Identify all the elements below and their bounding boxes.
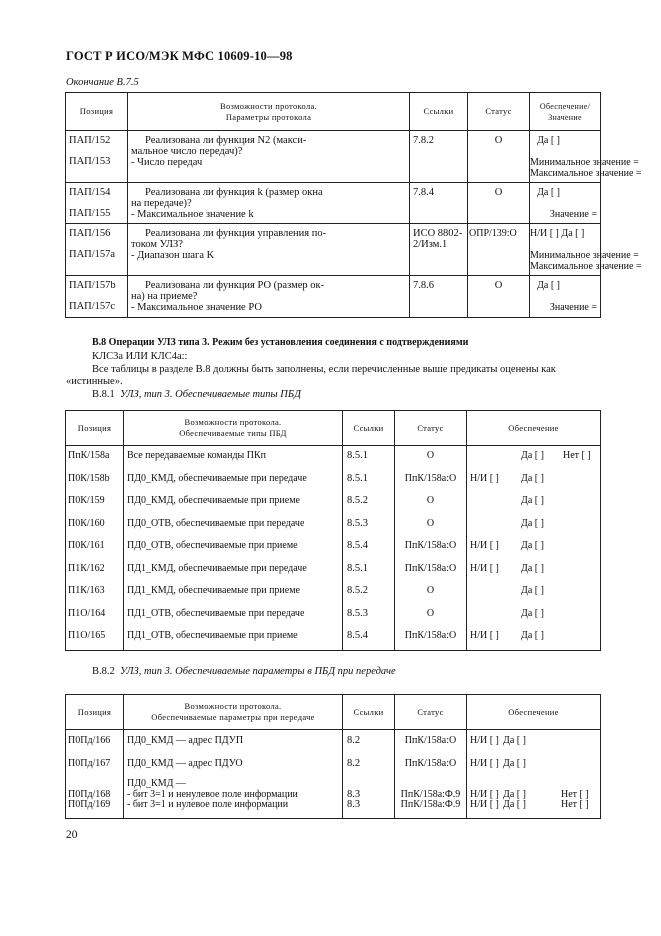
value-field[interactable]: Значение = [549, 302, 597, 313]
max-value-field[interactable]: Максимальное значение = [530, 168, 642, 179]
table1-header-capabilities: Возможности протокола. Параметры протокола [128, 93, 410, 131]
na-checkbox[interactable]: Н/И [ ] [470, 540, 499, 551]
table2-header-capabilities: Возможности протокола. Обеспечиваемые типы ПБД [124, 411, 343, 446]
row-description: на передаче)? [131, 198, 192, 209]
no-checkbox[interactable]: Нет [ ] [561, 799, 589, 810]
row-status: О [426, 495, 435, 506]
row-description: ПД0_КМД, обеспечиваемые при передаче [127, 472, 307, 484]
table1-header-status: Статус [468, 93, 530, 131]
section-b82-heading [92, 666, 396, 677]
row-position: П1О/164 [68, 607, 106, 619]
section-b8-predicate: КЛС3а ИЛИ КЛС4а:: [92, 351, 188, 362]
yes-checkbox[interactable]: Да [ ] [503, 788, 526, 800]
row-ref: 8.3 [347, 799, 361, 810]
table1 [65, 92, 642, 318]
table2-header-row [66, 411, 601, 446]
row-description: ПД1_КМД, обеспечиваемые при передаче [127, 562, 307, 574]
row-position: П1О/165 [68, 630, 106, 641]
row-description: - Диапазон шага K [131, 250, 215, 261]
row-status: О [426, 450, 435, 461]
table2-col-description [124, 446, 343, 651]
description-list [124, 730, 342, 818]
yes-checkbox[interactable]: Да [ ] [521, 562, 544, 574]
yes-checkbox[interactable]: Да [ ] [521, 630, 544, 641]
na-checkbox[interactable]: Н/И [ ] [470, 735, 499, 746]
na-yes-checkboxes[interactable]: Н/И [ ] Да [ ] [530, 228, 585, 239]
row-description: ПД1_ОТВ, обеспечиваемые при приеме [127, 630, 298, 641]
table-row [66, 224, 601, 276]
row-status: ПпК/158а:О [404, 540, 457, 551]
yes-checkbox[interactable]: Да [ ] [537, 135, 560, 146]
table1-header-refs: Ссылки [410, 93, 468, 131]
status-list [395, 446, 466, 650]
max-value-field[interactable]: Максимальное значение = [530, 261, 642, 272]
table2-header-position: Позиция [66, 411, 124, 446]
row-ref: 7.8.4 [413, 187, 434, 198]
table-row [66, 131, 601, 183]
table3-col-status [395, 730, 467, 819]
row-ref: 8.3 [347, 788, 361, 800]
table3-header-position: Позиция [66, 695, 124, 730]
row-status: ПпК/158а:О [404, 757, 457, 769]
row-ref: 8.5.4 [347, 540, 368, 551]
row-ref: 7.8.6 [413, 280, 434, 291]
row-ref: 8.5.3 [347, 607, 368, 619]
row-description: током УЛЗ? [131, 239, 183, 250]
row-ref: 8.5.2 [347, 585, 368, 596]
row-position: ПАП/155 [69, 208, 111, 219]
yes-checkbox[interactable]: Да [ ] [521, 607, 544, 619]
row-ref: 8.5.2 [347, 495, 368, 506]
position-list [66, 446, 123, 650]
table1-header-row [66, 93, 601, 131]
row-description: Реализована ли функция k (размер окна [145, 187, 323, 198]
table3-header-row [66, 695, 601, 730]
row-position: П0К/160 [68, 517, 105, 529]
section-b81-number: B.8.1 [92, 389, 115, 400]
row-status: О [494, 280, 503, 291]
row-position: П0Пд/167 [68, 757, 111, 769]
row-status: ПпК/158а:Ф.9 [400, 799, 461, 810]
row-description: Реализована ли функция РО (размер ок- [145, 280, 325, 291]
min-value-field[interactable]: Минимальное значение = [530, 250, 639, 261]
na-checkbox[interactable]: Н/И [ ] [470, 630, 499, 641]
row-position: ПАП/157c [69, 301, 116, 312]
yes-checkbox[interactable]: Да [ ] [503, 799, 526, 810]
table2-col-refs [343, 446, 395, 651]
na-checkbox[interactable]: Н/И [ ] [470, 757, 499, 769]
row-position: П0К/161 [68, 540, 105, 551]
row-status: О [426, 585, 435, 596]
section-b82-number: B.8.2 [92, 666, 115, 677]
yes-checkbox[interactable]: Да [ ] [503, 735, 526, 746]
row-description: ПД1_КМД, обеспечиваемые при приеме [127, 585, 300, 596]
row-status: ПпК/158а:О [404, 562, 457, 574]
yes-checkbox[interactable]: Да [ ] [521, 585, 544, 596]
row-description: - бит 3=1 и нулевое поле информации [127, 799, 289, 810]
row-status: ОПР/139:О [469, 228, 517, 239]
table3-col-description [124, 730, 343, 819]
row-description: - бит 3=1 и ненулевое поле информации [127, 788, 298, 800]
yes-checkbox[interactable]: Да [ ] [537, 187, 560, 198]
row-ref: 8.5.4 [347, 630, 368, 641]
table2-header-support: Обеспечение [467, 411, 601, 446]
no-checkbox[interactable]: Нет [ ] [561, 788, 589, 800]
na-checkbox[interactable]: Н/И [ ] [470, 799, 499, 810]
row-description: ПД0_ОТВ, обеспечиваемые при передаче [127, 517, 305, 529]
section-b8-title: B.8 Операции УЛЗ типа 3. Режим без установления соединения с подтверждениями [92, 337, 469, 348]
row-position: ПАП/156 [69, 228, 111, 239]
section-b8-note-line2: «истинные». [66, 376, 123, 387]
row-status: ПпК/158а:О [404, 630, 457, 641]
table2-col-support [467, 446, 601, 651]
row-position: ПАП/157a [69, 249, 116, 260]
table3 [65, 694, 601, 819]
row-description: ПД0_КМД — [127, 778, 186, 789]
row-ref: ИСО 8802-2/Изм.1 [413, 228, 463, 250]
table-row [66, 183, 601, 224]
table2-header-status: Статус [395, 411, 467, 446]
support-list [467, 730, 600, 818]
row-status: ПпК/158а:Ф.9 [400, 788, 461, 800]
table2-header-refs: Ссылки [343, 411, 395, 446]
page-number: 20 [66, 829, 78, 841]
na-checkbox[interactable]: Н/И [ ] [470, 562, 499, 574]
table3-header-support: Обеспечение [467, 695, 601, 730]
yes-checkbox[interactable]: Да [ ] [521, 450, 544, 461]
ref-list [343, 446, 394, 650]
row-position: П0Пд/166 [68, 735, 111, 746]
row-ref: 8.2 [347, 757, 361, 769]
row-position: ПАП/157b [69, 280, 116, 291]
yes-checkbox[interactable]: Да [ ] [521, 472, 544, 484]
section-b82-title: УЛЗ, тип 3. Обеспечиваемые параметры в ПБД при передаче [120, 666, 396, 677]
row-position: П0К/159 [68, 495, 105, 506]
table3-col-refs [343, 730, 395, 819]
table3-header-capabilities: Возможности протокола. Обеспечиваемые параметры при передаче [124, 695, 343, 730]
row-position: ПпК/158a [68, 450, 110, 461]
min-value-field[interactable]: Минимальное значение = [530, 157, 639, 168]
section-b81-title: УЛЗ, тип 3. Обеспечиваемые типы ПБД [120, 389, 301, 400]
row-status: О [494, 135, 503, 146]
row-status: О [494, 187, 503, 198]
row-position: ПАП/153 [69, 156, 111, 167]
na-checkbox[interactable]: Н/И [ ] [470, 472, 499, 484]
row-ref: 8.5.1 [347, 450, 368, 461]
row-description: ПД0_КМД — адрес ПДУО [127, 757, 243, 769]
row-position: П0Пд/168 [68, 788, 111, 800]
row-ref: 8.5.3 [347, 517, 368, 529]
row-description: Все передаваемые команды ПКп [127, 450, 267, 461]
row-description: ПД0_КМД — адрес ПДУП [127, 735, 244, 746]
row-description: - Число передач [131, 157, 203, 168]
row-description: мальное число передач)? [131, 146, 243, 157]
row-position: П1К/162 [68, 562, 105, 574]
yes-checkbox[interactable]: Да [ ] [521, 540, 544, 551]
yes-checkbox[interactable]: Да [ ] [503, 757, 526, 769]
row-position: ПАП/152 [69, 135, 111, 146]
row-description: на) на приеме? [131, 291, 198, 302]
ref-list [343, 730, 394, 818]
table3-body [66, 730, 601, 819]
row-status: ПпК/158а:О [404, 472, 457, 484]
row-status: ПпК/158а:О [404, 735, 457, 746]
status-list [395, 730, 466, 818]
row-position: ПАП/154 [69, 187, 111, 198]
row-description: Реализована ли функция управления по- [145, 228, 327, 239]
table3-header-status: Статус [395, 695, 467, 730]
row-position: П1К/163 [68, 585, 105, 596]
description-list [124, 446, 342, 650]
support-list [467, 446, 600, 650]
row-ref: 8.5.1 [347, 562, 368, 574]
table2-body [66, 446, 601, 651]
yes-checkbox[interactable]: Да [ ] [521, 517, 544, 529]
row-ref: 7.8.2 [413, 135, 434, 146]
table2 [65, 410, 601, 651]
table3-header-refs: Ссылки [343, 695, 395, 730]
na-checkbox[interactable]: Н/И [ ] [470, 788, 499, 800]
row-ref: 8.2 [347, 735, 361, 746]
row-description: ПД1_ОТВ, обеспечиваемые при передаче [127, 607, 305, 619]
table-row [66, 276, 601, 318]
value-field[interactable]: Значение = [549, 209, 597, 220]
section-b81-heading [92, 389, 301, 400]
position-list [66, 730, 123, 818]
table2-col-position [66, 446, 124, 651]
document-header: ГОСТ Р ИСО/МЭК МФС 10609-10—98 [66, 49, 293, 63]
yes-checkbox[interactable]: Да [ ] [537, 280, 560, 291]
row-description: - Максимальное значение РО [131, 302, 262, 313]
row-status: О [426, 517, 435, 529]
row-description: ПД0_КМД, обеспечиваемые при приеме [127, 495, 300, 506]
row-description: ПД0_ОТВ, обеспечиваемые при приеме [127, 540, 298, 551]
row-position: П0К/158b [68, 472, 110, 484]
yes-checkbox[interactable]: Да [ ] [521, 495, 544, 506]
table1-header-position: Позиция [66, 93, 128, 131]
row-description: - Максимальное значение k [131, 209, 254, 220]
row-description: Реализована ли функция N2 (макси- [145, 135, 307, 146]
table1-caption: Окончание B.7.5 [66, 77, 139, 88]
table1-header-support: Обеспечение/Значение [530, 93, 601, 131]
row-ref: 8.5.1 [347, 472, 368, 484]
row-position: П0Пд/169 [68, 799, 111, 810]
table2-col-status [395, 446, 467, 651]
no-checkbox[interactable]: Нет [ ] [563, 450, 591, 461]
section-b8-note-line1: Все таблицы в разделе B.8 должны быть заполнены, если перечисленные выше предикаты оценены как [92, 364, 556, 375]
table3-col-position [66, 730, 124, 819]
table3-col-support [467, 730, 601, 819]
row-status: О [426, 607, 435, 619]
